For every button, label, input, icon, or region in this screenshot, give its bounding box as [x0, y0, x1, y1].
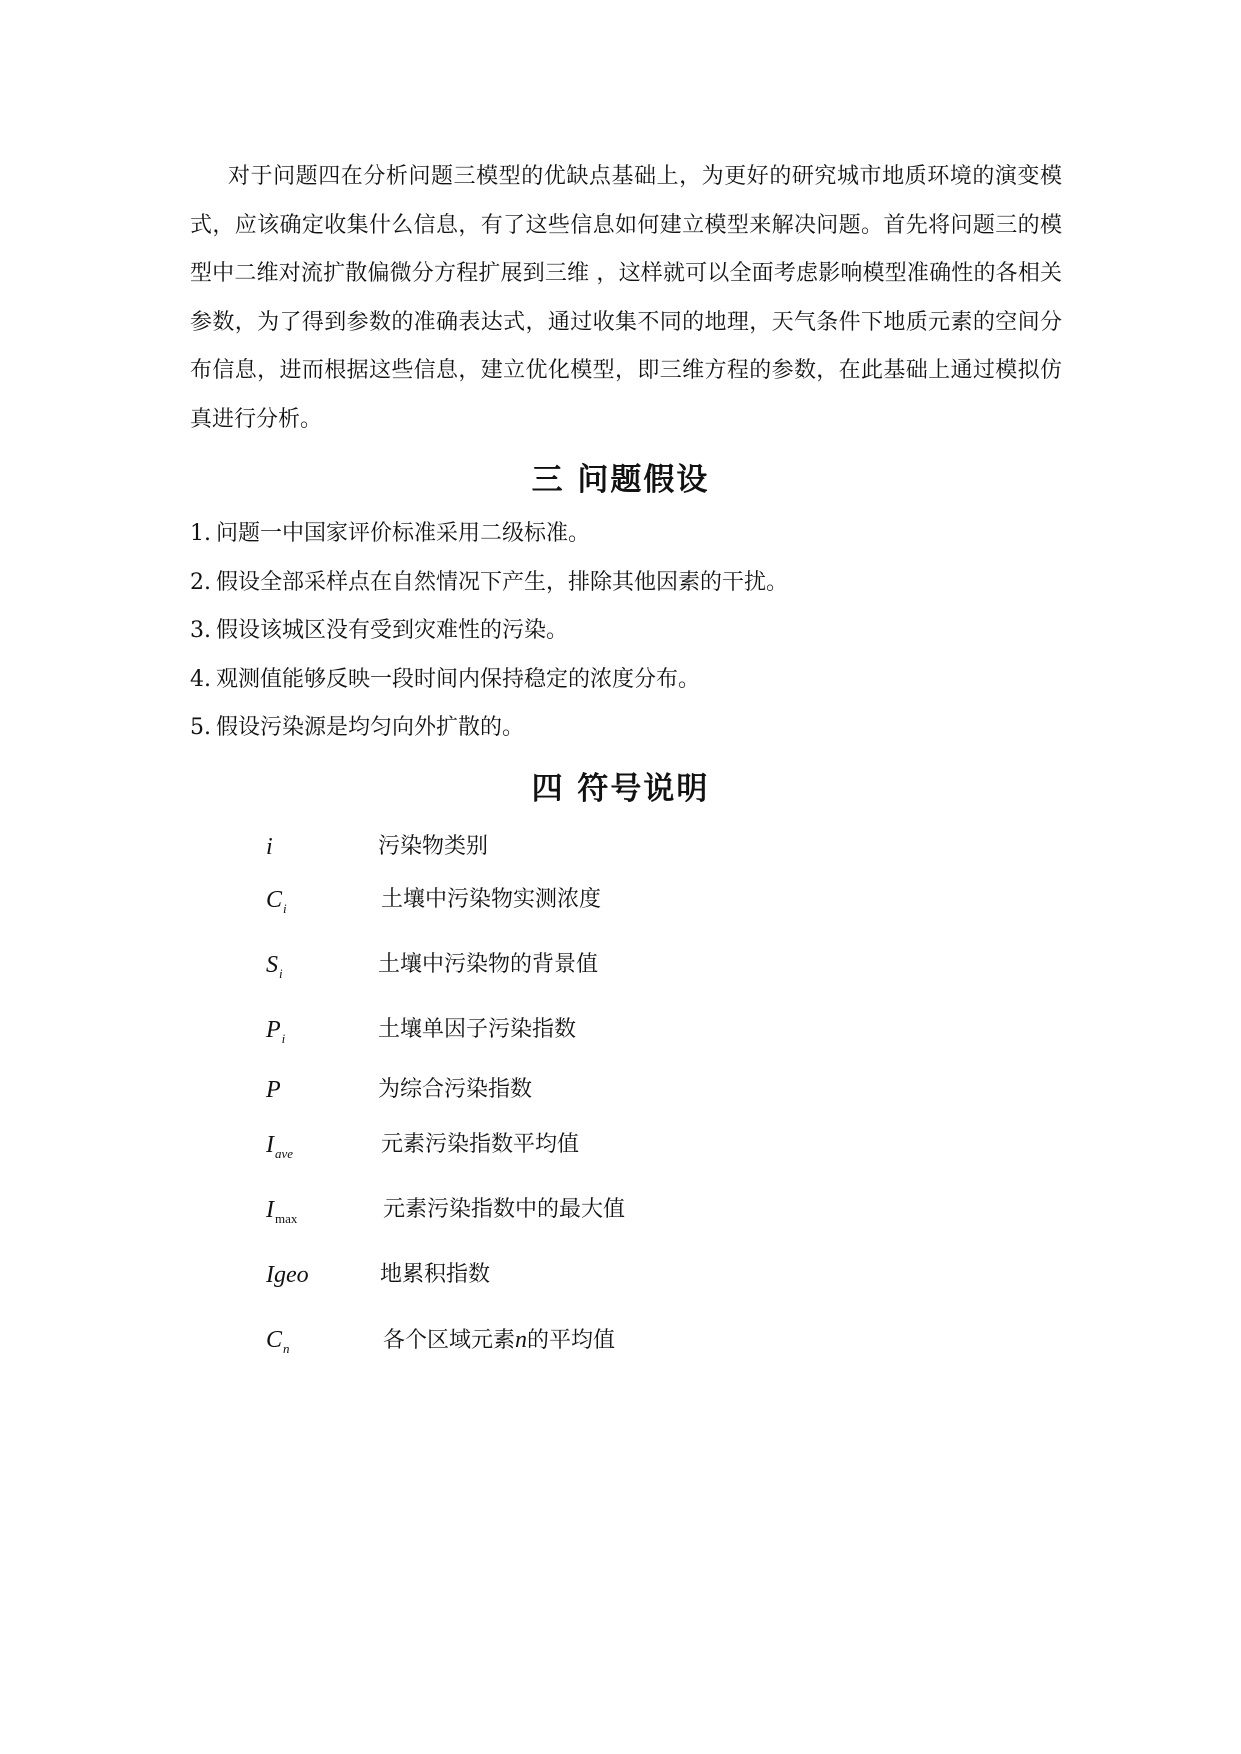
assumption-item — [190, 559, 1062, 608]
symbol-row — [266, 1010, 966, 1050]
symbol: $I_{ave}$ — [266, 1132, 294, 1161]
assumption-text: 假设全部采样点在自然情况下产生，排除其他因素的干扰。 — [216, 569, 789, 595]
symbol-row — [266, 880, 966, 920]
symbol-row — [266, 1255, 966, 1295]
assumption-item — [190, 656, 1062, 705]
assumption-item — [190, 704, 1062, 753]
assumption-text: 观测值能够反映一段时间内保持稳定的浓度分布。 — [216, 666, 701, 692]
assumption-item — [190, 510, 1062, 559]
assumption-number: 1. — [190, 521, 211, 546]
assumption-number: 3. — [190, 618, 211, 643]
symbol-description: 元素污染指数中的最大值 — [383, 1197, 626, 1222]
symbol-description: 为综合污染指数 — [378, 1077, 533, 1102]
symbol-description: 元素污染指数平均值 — [381, 1132, 580, 1157]
assumption-item — [190, 607, 1062, 656]
assumption-number: 2. — [190, 569, 211, 595]
section-title-symbols: 四 符号说明 — [531, 771, 710, 807]
symbol: i — [266, 834, 273, 860]
symbol: Igeo — [266, 1262, 309, 1288]
symbol-description: 地累积指数 — [380, 1262, 491, 1287]
symbol: P — [266, 1077, 281, 1103]
symbol: $S_i$ — [266, 952, 283, 981]
symbol-description: 土壤中污染物实测浓度 — [381, 887, 602, 912]
section-title-assumptions: 三 问题假设 — [531, 462, 710, 498]
symbol-row — [266, 1070, 966, 1110]
intro-paragraph: 对于问题四在分析问题三模型的优缺点基础上，为更好的研究城市地质环境的演变模式，应该确定收集什么信息，有了这些信息如何建立模型来解决问题。首先将问题三的模型中二维对流扩散偏微分方程扩展到三维 ，这样就可以全面考虑影响模型准确性的各相关参数，为了得到参数的准确表达式，通过收集不同的地理，天气条件下地质元素的空间分布信息，进而根据这些信息，建立优化模型，即三维方程的参数，在此基础上通过模拟仿真进行分析。 — [190, 164, 1062, 432]
assumption-number: 5. — [190, 715, 211, 740]
assumption-text: 假设该城区没有受到灾难性的污染。 — [216, 618, 569, 643]
symbol-description: 污染物类别 — [378, 834, 489, 859]
assumption-text: 问题一中国家评价标准采用二级标准。 — [216, 521, 591, 546]
symbol-row — [266, 1125, 966, 1165]
assumption-text: 假设污染源是均匀向外扩散的。 — [216, 715, 525, 740]
symbol-row — [266, 945, 966, 985]
symbol-description: 土壤单因子污染指数 — [378, 1017, 577, 1042]
symbol-description: 土壤中污染物的背景值 — [378, 952, 599, 977]
assumption-list — [190, 510, 1062, 753]
symbol: $C_i$ — [266, 887, 287, 916]
symbol: $P_i$ — [266, 1017, 286, 1046]
symbol: $C_n$ — [266, 1327, 290, 1356]
assumption-number: 4. — [190, 666, 211, 692]
symbol-row — [266, 1190, 966, 1230]
symbol-row — [266, 1320, 966, 1360]
symbol-description: 各个区域元素n的平均值 — [383, 1327, 616, 1353]
symbol: $I_{max}$ — [266, 1197, 298, 1226]
symbol-row — [266, 827, 966, 867]
